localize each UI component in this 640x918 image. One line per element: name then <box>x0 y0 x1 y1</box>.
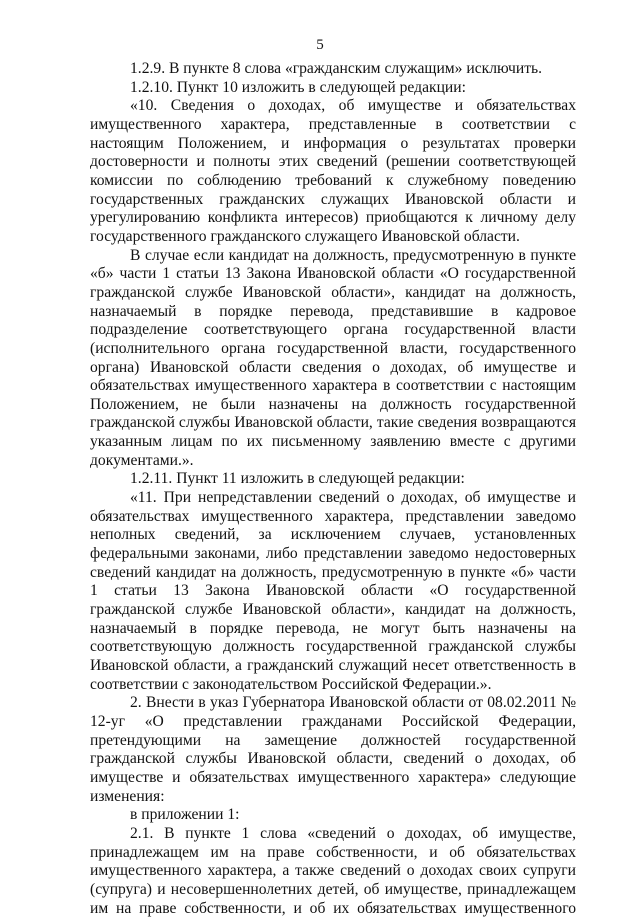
paragraph-1-2-9: 1.2.9. В пункте 8 слова «гражданским служащим» исключить. <box>130 60 543 77</box>
paragraph-1-2-10: 1.2.10. Пункт 10 изложить в следующей редакции: <box>130 78 466 96</box>
page-number: 5 <box>316 37 324 53</box>
document-body <box>90 60 576 918</box>
paragraph-1-2-11: 1.2.11. Пункт 11 изложить в следующей редакции: <box>130 470 465 488</box>
paragraph-item-11-text: «11. При непредставлении сведений о доходах, об имуществе и обязательствах имущественного характера, представлении заведомо неполных сведений, за исключением случаев, установленных федеральными законами, либо представлении заведомо недостоверных сведений кандидат на должность, предусмотренную в пункте «б» части 1 статьи 13 Закона Ивановской области «О государственной гражданской службе Ивановской области», кандидат на должность, назначаемый в порядке перевода, не могут быть назначены на соответствующую должность государственной гражданской службы Ивановской области, а гражданский служащий несет ответственность в соответствии с законодательством Российской Федерации.». <box>90 489 576 693</box>
paragraph-section-2: 2. Внести в указ Губернатора Ивановской области от 08.02.2011 № 12-уг «О представлении гражданами Российской Федерации, претендующими на замещение должностей государственной гражданской службы Ивановской области, сведений о доходах, об имуществе и обязательствах имущественного характера» следующие изменения: <box>90 694 576 805</box>
paragraph-2-1: 2.1. В пункте 1 слова «сведений о доходах, об имуществе, принадлежащем им на праве собственности, и об обязательствах имущественного характера, а также сведений о доходах своих супруги (супруга) и несовершеннолетних детей, об имуществе, принадлежащем им на праве собственности, и об их обязательствах имущественного <box>90 824 576 917</box>
paragraph-candidate-case: В случае если кандидат на должность, предусмотренную в пункте «б» части 1 статьи 13 Закона Ивановской области «О государственной гражданской службе Ивановской области», кандидат на должность, назначаемый в порядке перевода, представившие в кадровое подразделение соответствующего органа государственной власти (исполнительного органа государственной власти, государственного органа) Ивановской области сведения о доходах, об имуществе и обязательствах имущественного характера в соответствии с настоящим Положением, не были назначены на должность государственной гражданской службы Ивановской области, такие сведения возвращаются указанным лицам по их письменному заявлению вместе с другими документами.». <box>90 246 576 469</box>
paragraph-item-10-text: «10. Сведения о доходах, об имуществе и обязательствах имущественного характера, представленные в соответствии с настоящим Положением, и информация о результатах проверки достоверности и полноты этих сведений (решении соответствующей комиссии по соблюдению требований к служебному поведению государственных гражданских служащих Ивановской области и урегулированию конфликта интересов) приобщаются к личному делу государственного гражданского служащего Ивановской области. <box>90 97 576 245</box>
paragraph-appendix-1: в приложении 1: <box>130 806 240 824</box>
